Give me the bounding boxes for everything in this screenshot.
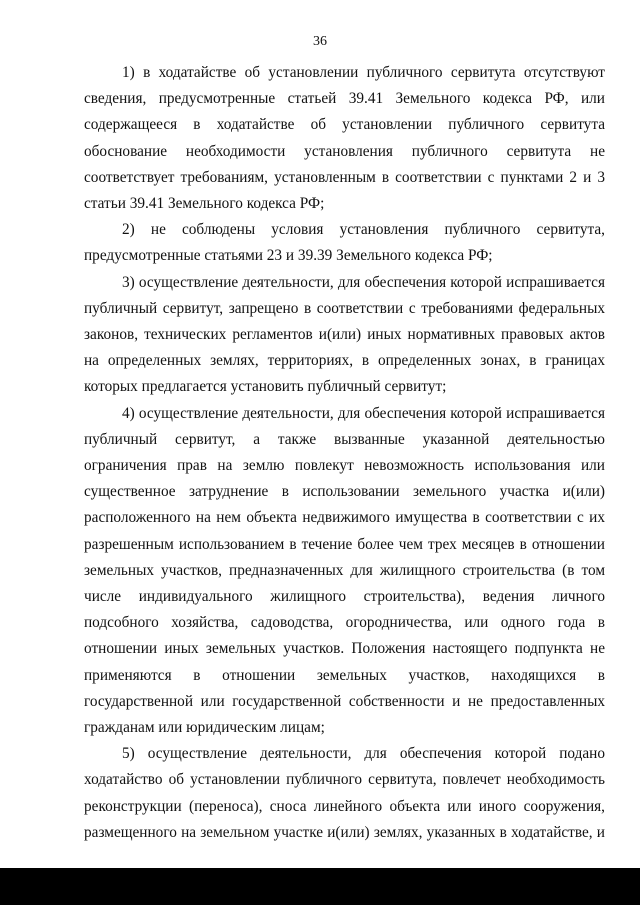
page-number: 36: [313, 34, 327, 49]
paragraph-item-2: 2) не соблюдены условия установления публичного сервитута, предусмотренные статьями 23 и 39.39 Земельного кодекса РФ;: [84, 221, 605, 265]
document-body: [84, 60, 605, 846]
scan-bottom-bar: [0, 868, 640, 905]
paragraph-item-5: 5) осуществление деятельности, для обеспечения которой подано ходатайство об установлении публичного сервитута, повлечет необходимость реконструкции (переноса), сноса линейного объекта или иного сооружения, размещенного на земельном участке и(или) землях, указанных в ходатайстве, и: [84, 745, 605, 841]
paragraph-item-3: 3) осуществление деятельности, для обеспечения которой испрашивается публичный сервитут, запрещено в соответствии с требованиями федеральных законов, технических регламентов и(или) иных нормативных правовых актов на определенных землях, территориях, в определенных зонах, в границах которых предлагается установить публичный сервитут;: [84, 273, 605, 396]
paragraph-item-1: 1) в ходатайстве об установлении публичного сервитута отсутствуют сведения, предусмотренные статьей 39.41 Земельного кодекса РФ, или содержащееся в ходатайстве об установлении публичного сервитута обоснование необходимости установления публичного сервитута не соответствует требованиям, установленным в соответствии с пунктами 2 и 3 статьи 39.41 Земельного кодекса РФ;: [84, 64, 605, 213]
paragraph-item-4: 4) осуществление деятельности, для обеспечения которой испрашивается публичный сервитут, а также вызванные указанной деятельностью ограничения прав на землю повлекут невозможность использования или существенное затруднение в использовании земельного участка и(или) расположенного на нем объекта недвижимого имущества в соответствии с их разрешенным использованием в течение более чем трех месяцев в отношении земельных участков, предназначенных для жилищного строительства (в том числе индивидуального жилищного строительства), ведения личного подсобного хозяйства, садоводства, огородничества, или одного года в отношении иных земельных участков. Положения настоящего подпункта не применяются в отношении земельных участков, находящихся в государственной или государственной собственности и не предоставленных гражданам или юридическим лицам;: [84, 404, 605, 737]
